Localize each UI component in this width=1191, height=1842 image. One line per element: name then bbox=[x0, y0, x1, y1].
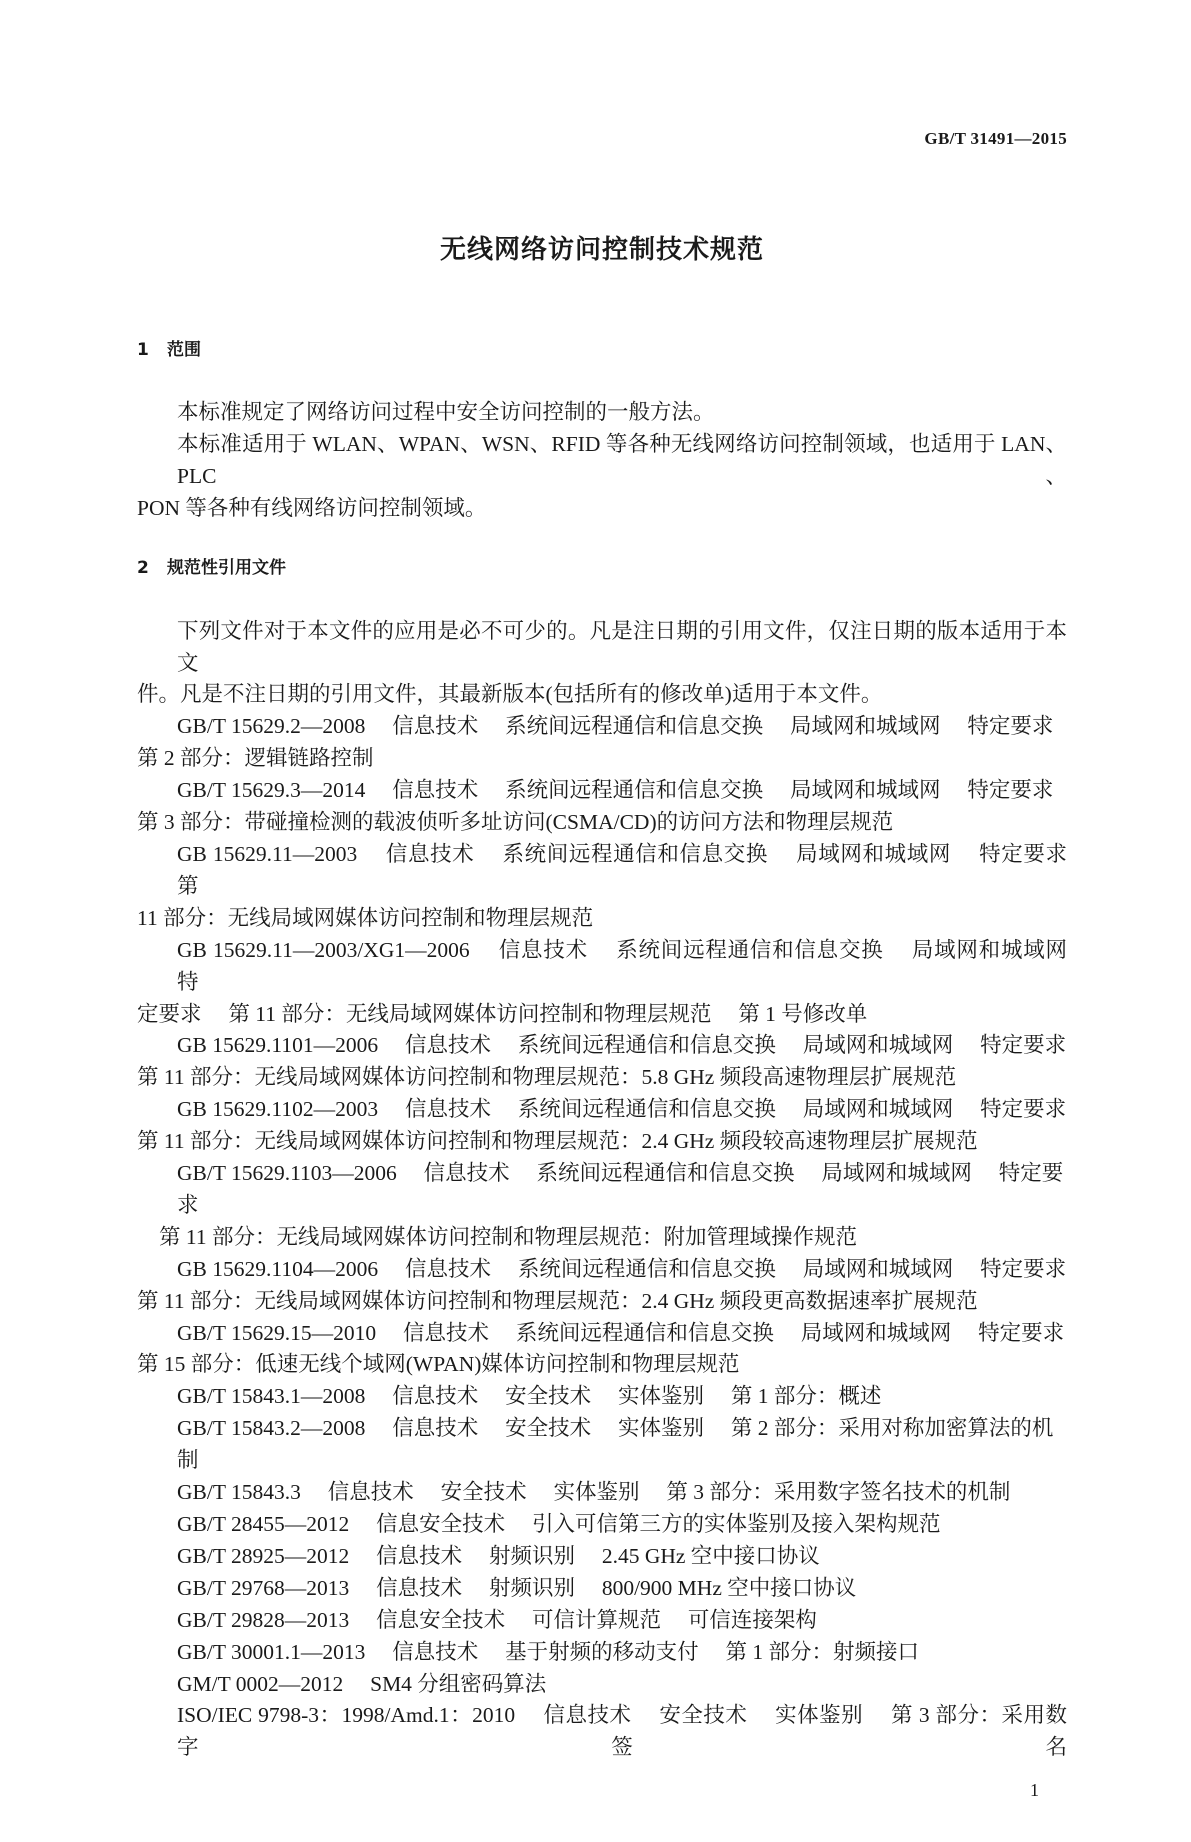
text-line: ISO/IEC 9798-3：1998/Amd.1：2010 信息技术 安全技术 实体鉴别 第 3 部分：采用数字签名 bbox=[177, 1703, 1067, 1760]
text-line: 第 11 部分：无线局域网媒体访问控制和物理层规范：2.4 GHz 频段较高速物理层扩展规范 bbox=[137, 1129, 978, 1154]
text-line: 第 3 部分：带碰撞检测的载波侦听多址访问(CSMA/CD)的访问方法和物理层规范 bbox=[137, 810, 894, 835]
text-line: GB/T 15629.2—2008 信息技术 系统间远程通信和信息交换 局域网和城域网 特定要求 bbox=[177, 714, 1054, 739]
text-line: PON 等各种有线网络访问控制领域。 bbox=[137, 495, 487, 520]
text-line: 本标准规定了网络访问过程中安全访问控制的一般方法。 bbox=[177, 400, 715, 424]
text-line: GB 15629.11—2003/XG1—2006 信息技术 系统间远程通信和信息交换 局域网和城域网 特 bbox=[177, 937, 1094, 994]
text-line: 本标准适用于 WLAN、WPAN、WSN、RFID 等各种无线网络访问控制领域，也适用于 LAN、PLC、 bbox=[177, 431, 1067, 488]
text-line: GB/T 15843.1—2008 信息技术 安全技术 实体鉴别 第 1 部分：概述 bbox=[177, 1384, 882, 1409]
document-title: 无线网络访问控制技术规范 bbox=[439, 235, 764, 265]
text-line: GB/T 15629.15—2010 信息技术 系统间远程通信和信息交换 局域网和城域网 特定要求 bbox=[177, 1320, 1065, 1345]
text-line: 件。凡是不注日期的引用文件，其最新版本(包括所有的修改单)适用于本文件。 bbox=[137, 682, 883, 707]
text-line: GB/T 28455—2012 信息安全技术 引入可信第三方的实体鉴别及接入架构规范 bbox=[177, 1512, 941, 1536]
text-line: GB 15629.1104—2006 信息技术 系统间远程通信和信息交换 局域网和城域网 特定要求 bbox=[177, 1256, 1067, 1281]
text-line: 定要求 第 11 部分：无线局域网媒体访问控制和物理层规范 第 1 号修改单 bbox=[137, 1001, 868, 1026]
page-number: 1 bbox=[1030, 1780, 1039, 1801]
standard-code: GB/T 31491—2015 bbox=[924, 129, 1067, 148]
text-line: GB/T 15629.1103—2006 信息技术 系统间远程通信和信息交换 局域网和城域网 特定要求 bbox=[177, 1161, 1064, 1217]
text-line: 第 15 部分：低速无线个域网(WPAN)媒体访问控制和物理层规范 bbox=[137, 1352, 740, 1377]
section-title: 规范性引用文件 bbox=[167, 557, 286, 578]
text-line: 第 2 部分：逻辑链路控制 bbox=[137, 746, 374, 771]
section-2-body bbox=[137, 616, 1094, 1765]
text-line: GB/T 29828—2013 信息安全技术 可信计算规范 可信连接架构 bbox=[177, 1607, 817, 1632]
text-line: GM/T 0002—2012 SM4 分组密码算法 bbox=[177, 1671, 547, 1696]
text-line: 下列文件对于本文件的应用是必不可少的。凡是注日期的引用文件，仅注日期的版本适用于本文 bbox=[177, 618, 1067, 675]
section-1-body bbox=[137, 397, 1067, 525]
text-line: GB 15629.11—2003 信息技术 系统间远程通信和信息交换 局域网和城域网 特定要求 第 bbox=[177, 841, 1094, 898]
text-line: 11 部分：无线局域网媒体访问控制和物理层规范 bbox=[137, 905, 594, 930]
text-line: 第 11 部分：无线局域网媒体访问控制和物理层规范：2.4 GHz 频段更高数据速率扩展规范 bbox=[137, 1288, 978, 1313]
section-2-heading bbox=[137, 556, 1067, 580]
text-line: GB 15629.1102—2003 信息技术 系统间远程通信和信息交换 局域网和城域网 特定要求 bbox=[177, 1097, 1067, 1122]
text-line: GB/T 28925—2012 信息技术 射频识别 2.45 GHz 空中接口协议 bbox=[177, 1543, 820, 1568]
text-line: GB/T 29768—2013 信息技术 射频识别 800/900 MHz 空中接口协议 bbox=[177, 1575, 857, 1600]
section-number: 2 bbox=[137, 557, 149, 578]
section-title: 范围 bbox=[167, 340, 201, 360]
text-line: 第 11 部分：无线局域网媒体访问控制和物理层规范：附加管理域操作规范 bbox=[159, 1224, 857, 1249]
document-page bbox=[137, 0, 1094, 1842]
section-1-heading bbox=[137, 338, 1067, 362]
text-line: GB/T 15843.3 信息技术 安全技术 实体鉴别 第 3 部分：采用数字签名技术的机制 bbox=[177, 1480, 1011, 1505]
text-line: GB/T 30001.1—2013 信息技术 基于射频的移动支付 第 1 部分：射频接口 bbox=[177, 1639, 919, 1664]
section-number: 1 bbox=[137, 340, 149, 360]
text-line: 第 11 部分：无线局域网媒体访问控制和物理层规范：5.8 GHz 频段高速物理层扩展规范 bbox=[137, 1065, 957, 1090]
text-line: GB 15629.1101—2006 信息技术 系统间远程通信和信息交换 局域网和城域网 特定要求 bbox=[177, 1033, 1067, 1058]
text-line: GB/T 15629.3—2014 信息技术 系统间远程通信和信息交换 局域网和城域网 特定要求 bbox=[177, 778, 1054, 803]
text-line: GB/T 15843.2—2008 信息技术 安全技术 实体鉴别 第 2 部分：采用对称加密算法的机制 bbox=[177, 1416, 1054, 1473]
